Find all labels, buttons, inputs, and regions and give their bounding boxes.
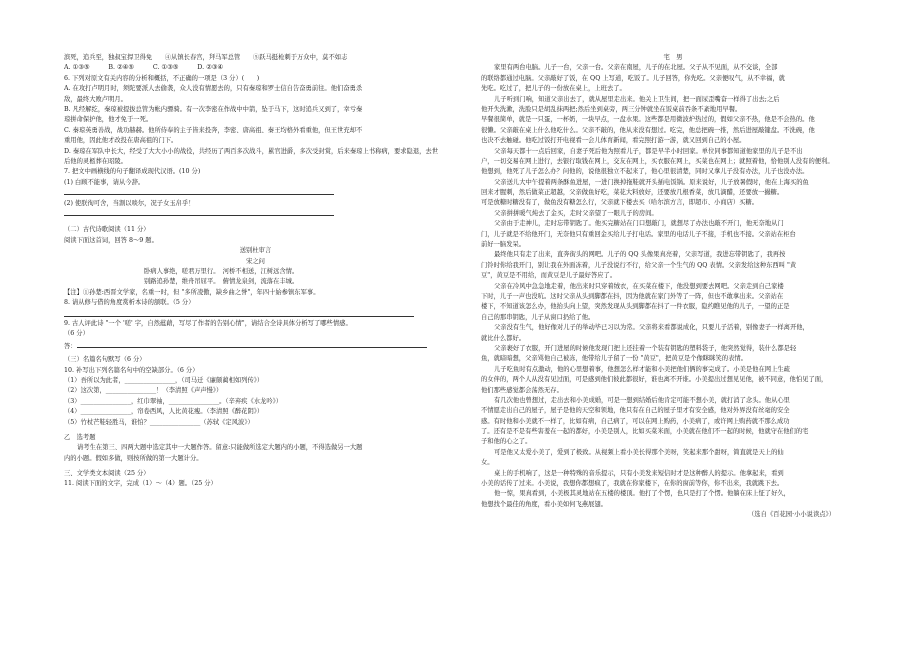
fill-blank-item[interactable]: （4）________________，帘卷西风，人比黄花瘦。（李清照《醉花阴》）	[64, 408, 264, 416]
story-line: 女。	[481, 459, 494, 467]
story-line: 自己的那串钥匙，儿子从窗口扔给了他。	[481, 313, 595, 321]
question-7-sentence-2: (2) 使朕徇可舍，当割以啖尔，况子女玉帛乎！	[64, 200, 195, 208]
story-line: 早餐很简单，就是一只蛋，一杯奶，一块早点，一盘水果。这些都是用微波炉热过的，假如父亲不热，他是不会热的。他	[481, 116, 815, 124]
story-line: 先吃。吃过了，把儿子的一份放在桌上，上班去了。	[481, 85, 626, 93]
story-line: 父亲每天都十一点后回家，自妻子死后他为照看儿子，都是早半小时回家。单位同事都知道他家里的儿子是不出	[494, 147, 803, 155]
story-line: 的女伴的，两个人从没有见过面，可是感到他们彼此都很好，谁也离不开谁。小美提出过想见见他，被不同意，他怕见了面，	[481, 376, 828, 384]
story-line: 有几次他也曾想过，走出去和小美成婚，可是一想到结婚后他肯定可能不想小美，就打消了念头。他从心里	[494, 396, 790, 404]
story-line: 父亲在冷风中急急地走着，他出来时只穿着绒衣，在买菜在楼下，他没想到要去网吧。父亲走到自己家楼	[494, 282, 784, 290]
story-line: 很懒。父亲敲在桌上什么他吃什么。父亲不敲的，他从来没有想过。吃完，他总把碗一推，然后进屋敲键盘。不洗碗，他	[481, 126, 815, 134]
story-line: 父亲拼拼暖气炖去了金买，走时父亲望了一眼儿子的房间。	[494, 209, 658, 217]
story-source: （选自《百花园·小小说读点》）	[747, 511, 835, 519]
question-6-option-line: 后他的灵柩葬在昭陵。	[64, 157, 127, 165]
question-6-option-line: D. 秦琼在军队中长大，经受了大大小小的战役，共经历了两百多次战斗，累官进爵，多次受封赏，后来秦琼上书称病，要求隐退，去世	[64, 147, 439, 155]
question-6-option-line: 敌，最终大败卢明月。	[64, 95, 127, 103]
story-line: 感。有时他和小美就不一样了，比如有病，自己病了，可以在网上购药，小美病了，或许网上购药就不那么成功	[481, 417, 790, 425]
story-line: 了。还有是不是有些害羞在一起的都好，小美是别人，比如买菜米面，小美就在他们不一起的时候，他就守在他们的宅	[481, 428, 809, 436]
famous-lines-heading: （三）名篇名句默写（6 分）	[64, 356, 146, 364]
answer-line[interactable]	[64, 209, 334, 216]
answer-label: 答：	[64, 342, 77, 350]
story-line: 也决不去触碰。他吃过饭打开电视看一会儿体育新闻，看完照打游一游，就又回到自己的小屋。	[481, 137, 746, 145]
right-column	[481, 53, 865, 521]
story-line: 门，儿子就是不给他开门，无奈他只有重回金买给儿子打电话。家里的电话儿子不接，手机也不接。父亲站在柜台	[481, 230, 796, 238]
story-title: 宅 男	[663, 54, 683, 61]
story-line: 桌上的手机响了，这是一种特殊的音乐提示，只有小美发来短信时才是这种醉人的提示。他拿起来，看到	[494, 469, 784, 477]
story-line: 楼下，不知道该怎么办，他抬头向上望，突然发现从头到脚都在抖了一件衣服，隐约瞧见他的儿子，一望的正是	[481, 303, 790, 311]
story-body	[481, 63, 865, 510]
story-line: 前好一脑发呆。	[481, 241, 526, 249]
poem-line: 别路追孙楚，维舟吊屈平。 俯情龙泉剑，流落在丰城。	[144, 278, 299, 286]
fill-blank-item[interactable]: （5）竹杖芒鞋轻胜马，谁怕？________________（苏轼《定风波》）	[64, 418, 254, 426]
q5-options: A. ①③⑤ B. ②④⑤ C. ①③⑤ D. ②③④	[64, 64, 224, 72]
question-7-sentence-1: (1) 白顾不能事，请从今辞。	[64, 178, 145, 186]
story-line: 的联络都通过电脑。父亲敲好了饭，在 QQ 上写道，吃饭了。儿子回答，你先吃。父亲便叹气，从不幸福，就	[481, 74, 785, 82]
answer-line[interactable]	[64, 309, 414, 317]
question-6-option-line: 重用他，因此他才改投在唐高祖的门下。	[64, 137, 178, 145]
question-6-title: 6. 下列对原文有关内容的分析和概括，不正确的一项是（3 分）( )	[64, 74, 260, 82]
left-column	[64, 53, 447, 490]
story-line: 家里有两台电脑。儿子一台，父亲一台。父亲在南屋，儿子的在北屋。父子从不见面，从不交谈，全部	[494, 64, 778, 72]
story-line: 他们那些感觉都会荡然无存。	[481, 386, 563, 394]
poem-title: 送别杜审言	[239, 247, 272, 255]
q5-continuation: 滨死，追兵至，独叔宝捍卫得免 ④从镇长春宫，拜马军总管 ⑤跃马挺枪刺于万众中，莫不如志	[64, 54, 348, 61]
part-b-instruction: 请考生在第三、四两大题中选定其中一大题作答。留意:只能做所选定大题内的小题，不得选做另一大题	[77, 444, 363, 452]
part-b-heading: 乙 选考题	[64, 433, 96, 441]
poem-line: 卧病人事绝，嗟君万里行。 河桥不相送，江树远含情。	[144, 268, 299, 276]
poetry-section-heading: （二）古代诗歌阅读（11 分）	[64, 226, 150, 234]
story-line: 父亲裹好了衣服，开门进屋的时候他发现门把上还挂着一个装有钥匙的塑料袋子，他突然觉得，装什么都是轻	[494, 344, 797, 352]
story-line: 可是他又太爱小美了，爱到了极致。从视频上看小美长得那个美呀，笑起来那个甜呀，简直就是天上的仙	[494, 448, 784, 456]
poetry-instruction: 阅读下面这首词，回答 8～9 题。	[64, 236, 158, 244]
poem-author: 宋之问	[246, 257, 265, 265]
story-line: 子和他的心之了。	[481, 438, 532, 446]
story-line: 下时，儿子一声也没吭。这时父亲从头到脚都在抖，因为他就在家门外等了一阵，但也不敢拿出来。父亲站在	[481, 292, 784, 300]
question-6-option-line: 琼拼命保护他，他才免于一死。	[64, 116, 153, 124]
story-line: 他想找个最佳的角度，看小美如何飞燕展翅。	[481, 500, 607, 508]
story-line: 父亲送儿大中午提着两条酥鱼进屋，一进门换掉拖鞋就开头插电饭锅。原来说好，儿子放暑假时，他在上海买的鱼	[494, 178, 809, 186]
question-8: 8. 请从修与借的角度赏析本诗的颔联。（5 分）	[64, 299, 195, 307]
story-line: 门铃时你给我开门，别让我在外面冻着，儿子没说行不行，给父亲一个生气的 QQ 表情。父亲发给这种东西叫 "黄	[481, 261, 797, 269]
fill-blank-item[interactable]: （2）这次第，________________！（李清照《声声慢》）	[64, 387, 223, 395]
story-line: 不情愿走出自己的屋子，屋子是他的天空和领地，他只有在自己的屋子里才有安全感，他对外界没有丝毫的安全	[481, 407, 790, 415]
question-7-title: 7. 把文中画横线的句子翻译成现代汉语。(10 分)	[64, 168, 201, 176]
answer-line[interactable]	[64, 188, 334, 195]
literature-section-heading: 三、文学类文本阅读（25 分）	[64, 470, 150, 478]
poem-note: 【注】①孙楚:西晋文学家，名重一时，但 "多所凌傲，缺乡曲之誉"，年四十始参镇东军事。	[64, 288, 320, 296]
answer-line[interactable]	[77, 340, 427, 348]
story-line: 他开失洗漱，洗脸只是胡乱抹两把;然后坐到桌旁，两三分钟就坐在饭桌前吞条不紊地用早餐。	[481, 105, 742, 113]
story-line: 鱼，就暗暗想，父亲骂他自己被冻，他带给儿子留了一份 "黄豆"，把黄豆是个像眯眯笑的表情。	[481, 355, 747, 363]
fill-blank-item[interactable]: （1）吾所以为此者，________________，（司马迁《廉颇蔺相如列传》）	[64, 376, 264, 384]
story-line: 儿子听到门响，知道父亲出去了，就从屋里走出来。他关上卫生间，把一面尿歪嘴奋一样得了出去;之后	[494, 95, 780, 103]
question-10: 10. 补写出下列名篇名句中的空缺部分。（6 分）	[64, 366, 199, 374]
story-line: 可是放糖时糖没有了，做鱼没有糖怎么行，父亲就下楼去买（哈尔滨方言，即超市、小商店）买糖。	[481, 199, 759, 207]
fill-blank-item[interactable]: （3）________________，红巾翠袖，________________。（辛弃疾《水龙吟》）	[64, 397, 283, 405]
story-line: 小美的话传了过来。小美说，我想你都想疯了，我就在你家楼下，在你的窗前等你，你不出来，我就跳下去。	[481, 480, 784, 488]
story-line: 他想到，他死了儿子怎么办？问他的，说他很独立不起来了，他心里很清楚，同时又拿儿子没有办法，儿子也没办法。	[481, 168, 809, 176]
question-6-option-line: B. 凡经解纥，秦琼被提拔总管为帐内骠骑。有一次李密在作战中中箭，坠于马下，这时追兵又到了，幸亏秦	[64, 105, 363, 113]
question-6-option-line: C. 秦琼英勇善战，战功赫赫。他所侍奉的主子皆来投奔，李密、唐高祖、秦王均格外看重他，但王世充却不	[64, 126, 363, 134]
part-b-instruction-cont: 内的小题。假如多做，则按所做的第一大题计分。	[64, 454, 203, 462]
question-9: 9. 古人评此诗 "一个 '嗟' 字，自然蕴藉，写尽了作者的告别心情"，请结合全诗具体分析写了哪些情感。	[64, 319, 352, 327]
story-line: 儿子吃鱼时有点激动，他的心里想着事，他想怎么样才能和小美把他们俩的事完成了。小美是他在网上生疏	[494, 365, 790, 373]
question-6	[64, 74, 447, 168]
story-line: 最终他只有走了出来，直奔街头的网吧。儿子的 QQ 头像果真亮着，父亲写道，我进忘带钥匙了，我再按	[494, 251, 786, 259]
story-line: 父亲没有生气，他好像对儿子的举动毕已习以为常。父亲将来看都说成化，只要儿子活着，别像妻子一样离开他，	[494, 324, 809, 332]
question-6-option-line: A. 在攻打卢明月时，须陀要派人去偷袭，众人没有情愿去的，只有秦琼和罗士信自告奋勇前往。他们奋勇杀	[64, 85, 363, 93]
question-9-points: （6 分）	[64, 330, 89, 338]
story-line: 父亲由于走神儿，走时忘带钥匙了。他买完糖站在门口想敲门，就想尽了办法也敲不开门，他无奈地从门	[494, 220, 784, 228]
story-line: 他一惊，果真看到，小美极其灵地站在五楼的楼顶。他打了个愣，也只是打了个愣。他躺在床上怔了好久，	[494, 490, 790, 498]
story-line: 回来才腥刺，然后做菜正超越，父亲做鱼好吃，菜花大料放好，还要放几根香菜，放几滴醋，还要放一撮糖。	[481, 189, 784, 197]
story-line: 豆"，黄豆是不用给，而黄豆是儿子最好答应了。	[481, 272, 617, 280]
story-line: 就比什么都好。	[481, 334, 526, 342]
question-11: 11. 阅读下面的文字，完成（1）～（4）题。（25 分）	[64, 480, 217, 488]
story-line: 户，一切交易在网上进行，去银行取钱在网上，交友在网上，买衣服在网上，买菜也在网上；就照着他，恰他别人没有的便利。	[481, 157, 834, 165]
